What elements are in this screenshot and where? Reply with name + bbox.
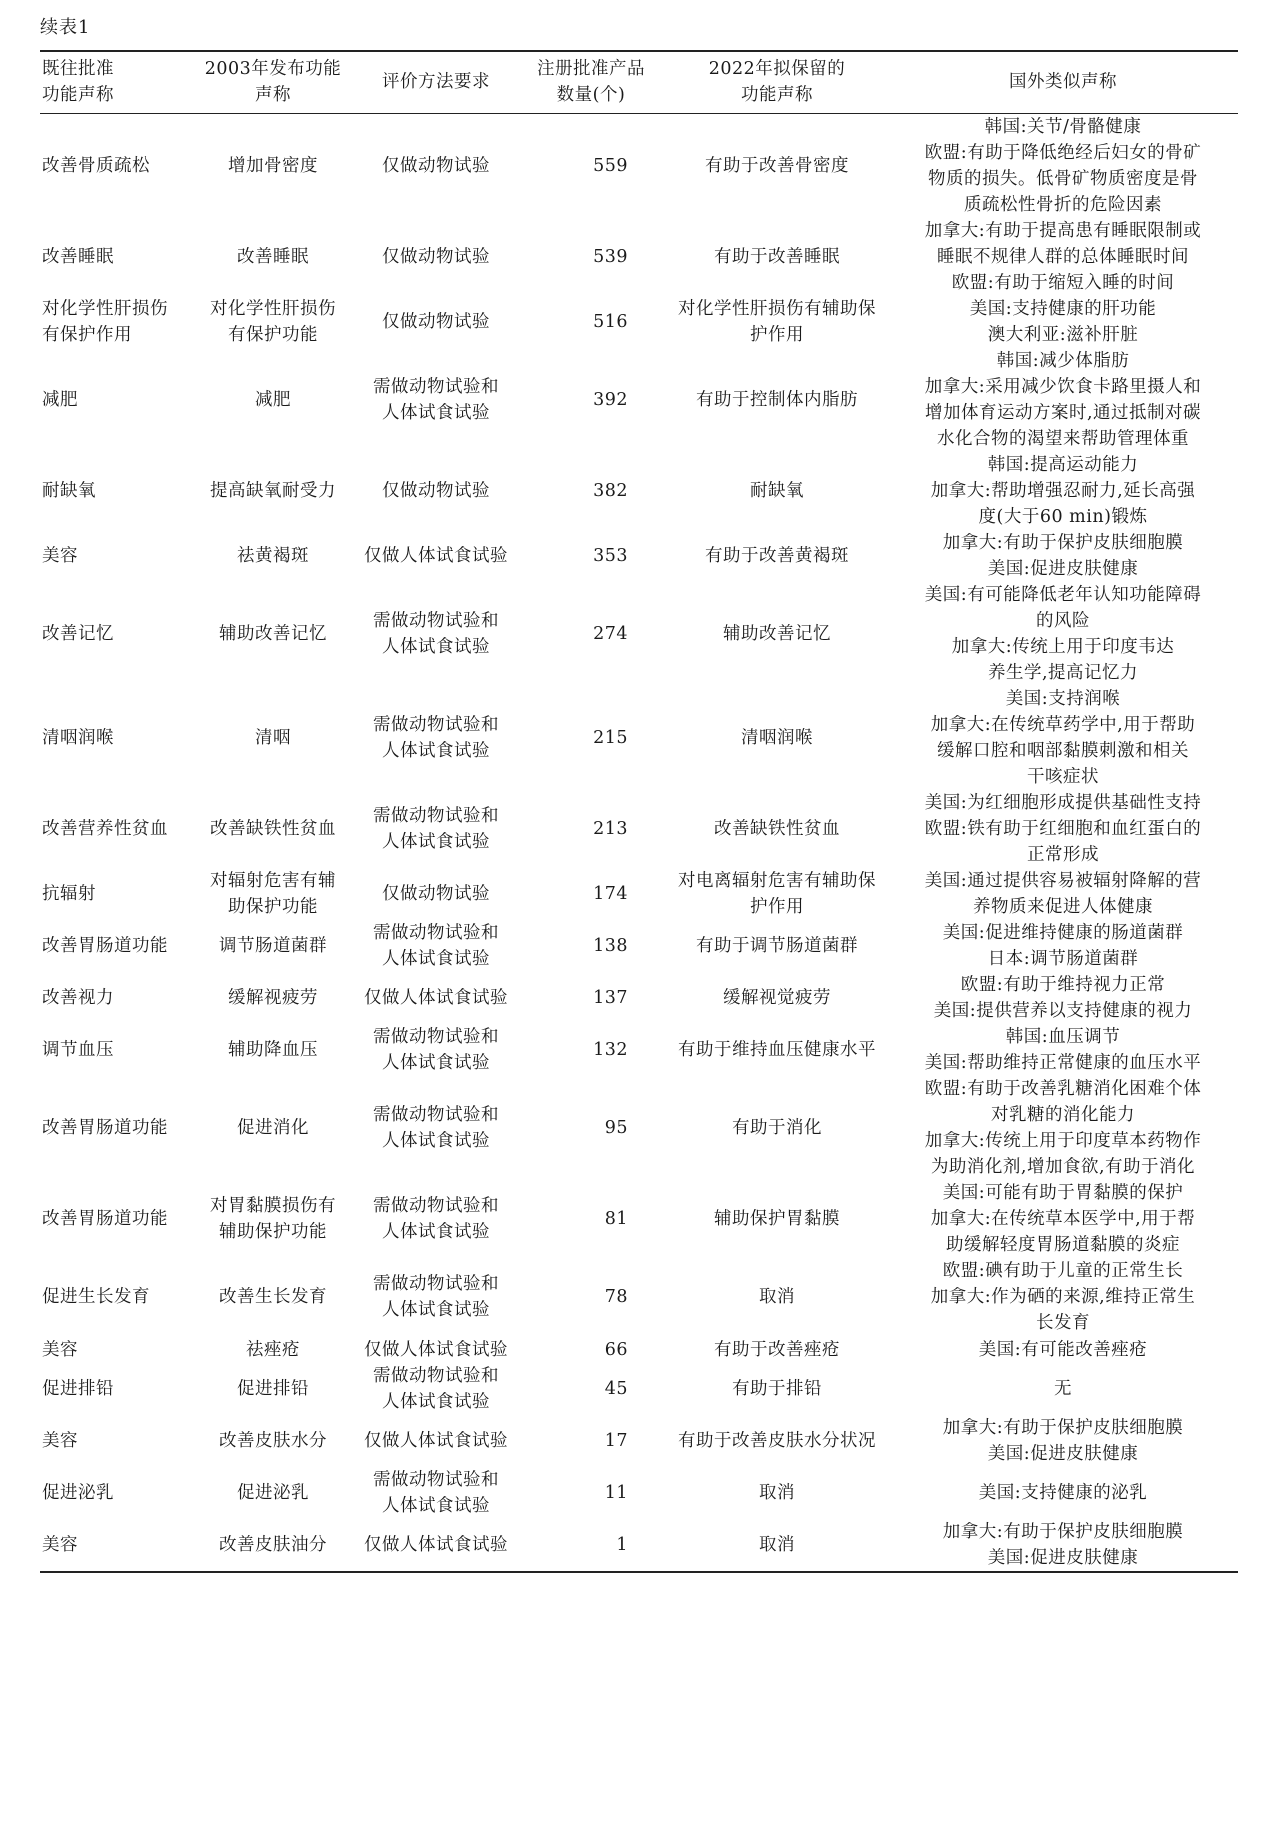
method-cell: 需做动物试验和 人体试食试验 — [373, 1027, 499, 1073]
count-cell: 274 — [593, 624, 628, 644]
prior-claim-cell: 抗辐射 — [42, 884, 96, 904]
claim-2022-cell: 取消 — [759, 1287, 795, 1307]
claim-2003-cell: 改善睡眠 — [237, 247, 309, 267]
foreign-claim-cell: 美国:支持润喉 加拿大:在传统草药学中,用于帮助 缓解口腔和咽部黏膜刺激和相关 干咳症状 — [930, 689, 1196, 787]
foreign-claim-cell: 欧盟:碘有助于儿童的正常生长 加拿大:作为硒的来源,维持正常生 长发育 — [930, 1261, 1196, 1333]
method-cell: 需做动物试验和 人体试食试验 — [373, 377, 499, 423]
method-cell: 需做动物试验和 人体试食试验 — [373, 1470, 499, 1516]
claim-2022-cell: 耐缺氧 — [750, 481, 804, 501]
foreign-claim-cell: 韩国:关节/骨骼健康 欧盟:有助于降低绝经后妇女的骨矿 物质的损失。低骨矿物质密度是骨 质疏松性骨折的危险因素 — [924, 117, 1202, 215]
table-row — [40, 1415, 1238, 1467]
prior-claim-cell: 改善睡眠 — [42, 247, 114, 267]
count-cell: 132 — [593, 1040, 628, 1060]
count-cell: 516 — [593, 312, 628, 332]
claim-2003-cell: 改善生长发育 — [219, 1287, 327, 1307]
claim-2003-cell: 辅助改善记忆 — [219, 624, 327, 644]
foreign-claim-cell: 美国:通过提供容易被辐射降解的营 养物质来促进人体健康 — [924, 871, 1202, 917]
prior-claim-cell: 美容 — [42, 546, 78, 566]
prior-claim-cell: 改善记忆 — [42, 624, 114, 644]
table-row — [40, 790, 1238, 868]
method-cell: 需做动物试验和 人体试食试验 — [373, 1105, 499, 1151]
count-cell: 392 — [593, 390, 628, 410]
foreign-claim-cell: 美国:有可能改善痤疮 — [978, 1339, 1148, 1360]
claim-2022-cell: 清咽润喉 — [741, 728, 813, 748]
claim-2022-cell: 有助于改善骨密度 — [705, 156, 849, 176]
claim-2022-cell: 有助于排铅 — [732, 1379, 822, 1399]
prior-claim-cell: 促进排铅 — [42, 1379, 114, 1399]
count-cell: 11 — [604, 1483, 628, 1503]
foreign-claim-cell: 美国:为红细胞形成提供基础性支持 欧盟:铁有助于红细胞和血红蛋白的 正常形成 — [924, 793, 1202, 865]
method-cell: 仅做动物试验 — [382, 884, 490, 904]
claim-2022-cell: 取消 — [759, 1483, 795, 1503]
prior-claim-cell: 美容 — [42, 1535, 78, 1555]
claim-2022-cell: 有助于改善睡眠 — [714, 247, 840, 267]
claim-2003-cell: 对化学性肝损伤 有保护功能 — [210, 299, 336, 345]
count-cell: 45 — [604, 1379, 628, 1399]
table-row — [40, 868, 1238, 920]
header-prior-claim: 既往批准 功能声称 — [42, 59, 114, 105]
claim-2003-cell: 辅助降血压 — [228, 1040, 318, 1060]
count-cell: 174 — [593, 884, 628, 904]
table-row — [40, 1519, 1238, 1572]
foreign-claim-cell: 无 — [1054, 1379, 1072, 1399]
prior-claim-cell: 改善胃肠道功能 — [42, 936, 168, 956]
claim-2022-cell: 辅助改善记忆 — [723, 624, 831, 644]
prior-claim-cell: 调节血压 — [42, 1040, 114, 1060]
claim-2003-cell: 减肥 — [255, 390, 291, 410]
claim-2022-cell: 辅助保护胃黏膜 — [714, 1209, 840, 1229]
prior-claim-cell: 对化学性肝损伤 有保护作用 — [42, 299, 168, 345]
claim-2003-cell: 祛黄褐斑 — [237, 546, 309, 566]
table-row — [40, 1180, 1238, 1258]
claim-2022-cell: 有助于改善皮肤水分状况 — [678, 1431, 876, 1451]
claim-2022-cell: 有助于维持血压健康水平 — [678, 1040, 876, 1060]
foreign-claim-cell: 加拿大:有助于保护皮肤细胞膜 美国:促进皮肤健康 — [942, 1418, 1184, 1464]
count-cell: 95 — [604, 1118, 628, 1138]
foreign-claim-cell: 美国:支持健康的肝功能 澳大利亚:滋补肝脏 — [969, 299, 1157, 345]
table-row — [40, 296, 1238, 348]
method-cell: 仅做动物试验 — [382, 247, 490, 267]
prior-claim-cell: 清咽润喉 — [42, 728, 114, 748]
foreign-claim-cell: 美国:支持健康的泌乳 — [978, 1483, 1148, 1503]
claim-2003-cell: 改善皮肤水分 — [219, 1431, 327, 1451]
prior-claim-cell: 改善营养性贫血 — [42, 819, 168, 839]
claim-2022-cell: 有助于调节肠道菌群 — [696, 936, 858, 956]
count-cell: 353 — [593, 546, 628, 566]
table-row — [40, 1363, 1238, 1415]
table-row — [40, 452, 1238, 530]
table-row — [40, 1336, 1238, 1363]
claim-2003-cell: 调节肠道菌群 — [219, 936, 327, 956]
claim-2003-cell: 促进排铅 — [237, 1379, 309, 1399]
foreign-claim-cell: 加拿大:有助于保护皮肤细胞膜 美国:促进皮肤健康 — [942, 1522, 1184, 1568]
table-row — [40, 972, 1238, 1024]
claim-2022-cell: 改善缺铁性贫血 — [714, 819, 840, 839]
prior-claim-cell: 美容 — [42, 1431, 78, 1451]
claim-2003-cell: 提高缺氧耐受力 — [210, 481, 336, 501]
claim-2022-cell: 有助于改善黄褐斑 — [705, 546, 849, 566]
count-cell: 137 — [593, 988, 628, 1008]
method-cell: 需做动物试验和 人体试食试验 — [373, 1274, 499, 1320]
table-caption: 续表1 — [40, 17, 91, 38]
method-cell: 需做动物试验和 人体试食试验 — [373, 715, 499, 761]
count-cell: 81 — [604, 1209, 628, 1229]
claim-2022-cell: 缓解视觉疲劳 — [723, 988, 831, 1008]
method-cell: 仅做人体试食试验 — [364, 988, 508, 1008]
header-evaluation-method: 评价方法要求 — [382, 72, 490, 92]
prior-claim-cell: 减肥 — [42, 390, 78, 410]
foreign-claim-cell: 韩国:血压调节 美国:帮助维持正常健康的血压水平 — [924, 1027, 1202, 1073]
claim-2003-cell: 祛痤疮 — [246, 1339, 300, 1360]
claim-2003-cell: 促进泌乳 — [237, 1483, 309, 1503]
method-cell: 需做动物试验和 人体试食试验 — [373, 611, 499, 657]
foreign-claim-cell: 欧盟:有助于维持视力正常 美国:提供营养以支持健康的视力 — [933, 975, 1193, 1021]
prior-claim-cell: 促进生长发育 — [42, 1287, 150, 1307]
foreign-claim-cell: 韩国:减少体脂肪 加拿大:采用减少饮食卡路里摄人和 增加体育运动方案时,通过抵制对碳 水化合物的渴望来帮助管理体重 — [924, 351, 1202, 449]
method-cell: 需做动物试验和 人体试食试验 — [373, 1366, 499, 1412]
foreign-claim-cell: 加拿大:有助于提高患有睡眠限制或 睡眠不规律人群的总体睡眠时间 欧盟:有助于缩短入睡的时间 — [924, 221, 1202, 293]
table-row — [40, 920, 1238, 972]
prior-claim-cell: 改善骨质疏松 — [42, 156, 150, 176]
foreign-claim-cell: 美国:促进维持健康的肠道菌群 日本:调节肠道菌群 — [942, 923, 1184, 969]
claim-2022-cell: 有助于消化 — [732, 1118, 822, 1138]
header-2003-claim: 2003年发布功能 声称 — [204, 59, 342, 105]
claim-2003-cell: 增加骨密度 — [228, 156, 318, 176]
count-cell: 213 — [593, 819, 628, 839]
count-cell: 539 — [593, 247, 628, 267]
claim-2022-cell: 有助于控制体内脂肪 — [696, 390, 858, 410]
claim-2003-cell: 缓解视疲劳 — [228, 988, 318, 1008]
claims-table — [40, 50, 1238, 1573]
method-cell: 仅做动物试验 — [382, 156, 490, 176]
prior-claim-cell: 改善胃肠道功能 — [42, 1118, 168, 1138]
claim-2003-cell: 促进消化 — [237, 1118, 309, 1138]
table-row — [40, 1467, 1238, 1519]
foreign-claim-cell: 欧盟:有助于改善乳糖消化困难个体 对乳糖的消化能力 加拿大:传统上用于印度草本药物作 为助消化剂,增加食欲,有助于消化 — [924, 1079, 1202, 1177]
method-cell: 仅做动物试验 — [382, 312, 490, 332]
header-product-count: 注册批准产品 数量(个) — [537, 59, 645, 105]
method-cell: 需做动物试验和 人体试食试验 — [373, 923, 499, 969]
prior-claim-cell: 美容 — [42, 1339, 78, 1360]
count-cell: 66 — [604, 1339, 628, 1360]
table-row — [40, 686, 1238, 790]
table-row — [40, 114, 1238, 219]
prior-claim-cell: 改善视力 — [42, 988, 114, 1008]
prior-claim-cell: 促进泌乳 — [42, 1483, 114, 1503]
count-cell: 78 — [604, 1287, 628, 1307]
count-cell: 382 — [593, 481, 628, 501]
table-body — [40, 114, 1238, 1573]
claim-2022-cell: 有助于改善痤疮 — [714, 1339, 840, 1360]
foreign-claim-cell: 加拿大:有助于保护皮肤细胞膜 美国:促进皮肤健康 — [942, 533, 1184, 579]
method-cell: 需做动物试验和 人体试食试验 — [373, 806, 499, 852]
claim-2022-cell: 对电离辐射危害有辅助保 护作用 — [678, 871, 876, 917]
table-row — [40, 348, 1238, 452]
header-row — [40, 51, 1238, 114]
header-foreign-claim: 国外类似声称 — [1009, 72, 1117, 92]
method-cell: 仅做人体试食试验 — [364, 1431, 508, 1451]
header-2022-claim: 2022年拟保留的 功能声称 — [708, 59, 846, 105]
method-cell: 需做动物试验和 人体试食试验 — [373, 1196, 499, 1242]
count-cell: 17 — [604, 1431, 628, 1451]
count-cell: 138 — [593, 936, 628, 956]
claim-2003-cell: 对胃黏膜损伤有 辅助保护功能 — [210, 1196, 336, 1242]
claim-2003-cell: 改善缺铁性贫血 — [210, 819, 336, 839]
prior-claim-cell: 改善胃肠道功能 — [42, 1209, 168, 1229]
claim-2003-cell: 清咽 — [255, 728, 291, 748]
table-row — [40, 530, 1238, 582]
method-cell: 仅做动物试验 — [382, 481, 490, 501]
method-cell: 仅做人体试食试验 — [364, 546, 508, 566]
claim-2022-cell: 取消 — [759, 1535, 795, 1555]
table-row — [40, 1258, 1238, 1336]
foreign-claim-cell: 韩国:提高运动能力 加拿大:帮助增强忍耐力,延长高强 度(大于60 min)锻炼 — [930, 455, 1196, 527]
count-cell: 215 — [593, 728, 628, 748]
table-row — [40, 1024, 1238, 1076]
method-cell: 仅做人体试食试验 — [364, 1339, 508, 1360]
count-cell: 1 — [616, 1535, 628, 1555]
claim-2003-cell: 对辐射危害有辅 助保护功能 — [210, 871, 336, 917]
table-row — [40, 218, 1238, 296]
claim-2003-cell: 改善皮肤油分 — [219, 1535, 327, 1555]
prior-claim-cell: 耐缺氧 — [42, 481, 96, 501]
table-row — [40, 582, 1238, 686]
claim-2022-cell: 对化学性肝损伤有辅助保 护作用 — [678, 299, 876, 345]
count-cell: 559 — [593, 156, 628, 176]
method-cell: 仅做人体试食试验 — [364, 1535, 508, 1555]
foreign-claim-cell: 美国:可能有助于胃黏膜的保护 加拿大:在传统草本医学中,用于帮 助缓解轻度胃肠道黏膜的炎症 — [930, 1183, 1196, 1255]
foreign-claim-cell: 美国:有可能降低老年认知功能障碍 的风险 加拿大:传统上用于印度韦达 养生学,提高记忆力 — [924, 585, 1202, 683]
table-row — [40, 1076, 1238, 1180]
